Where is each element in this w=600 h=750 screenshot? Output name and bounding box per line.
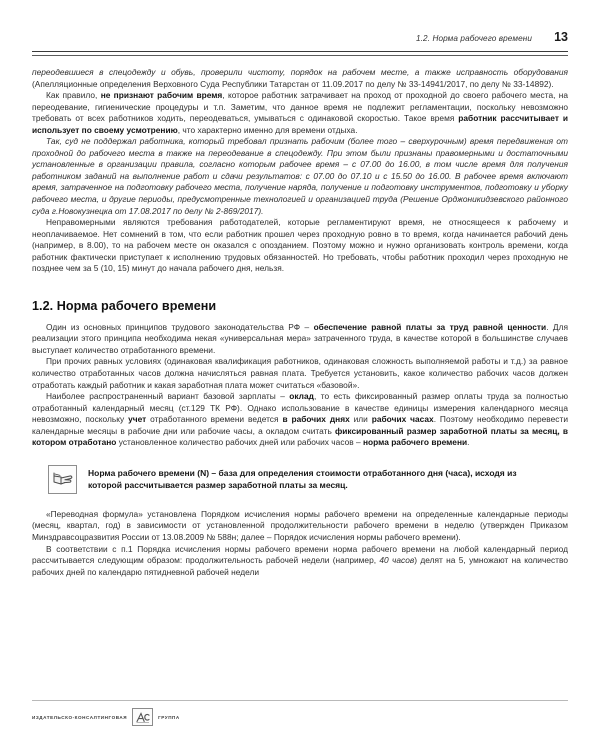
run-text: или bbox=[349, 414, 372, 425]
run-text: установленное количество рабочих дней или рабочих часов – bbox=[116, 437, 363, 448]
run-text: ) делят на 5, умножают на количество рабочих дней по календарю пятидневной рабочей недели bbox=[32, 555, 568, 577]
page-number: 13 bbox=[554, 30, 568, 44]
paragraph-unlawful-demands: Неправомерными являются требования работодателей, которые регламентируют время, не относящееся к рабочему и неоплачиваемое. Нет сомнений в том, что если работник прошел через проходную ровно в то время, когда начинается рабочий день (например, в 8.00), то на рабочем месте он оказался с опозданием. Поэтому можно и нужно организовать контроль времени, когда работник фактически приступает к исполнению трудовых обязанностей. Но требовать, чтобы работник проходил через проходную не позднее чем за 5 (10, 15) минут до начала рабочего дня, нельзя. bbox=[32, 217, 568, 274]
run-bold: не признают рабочим время bbox=[100, 90, 223, 101]
paragraph-conversion-formula: «Переводная формула» установлена Порядком исчисления нормы рабочего времени на определенные календарные периоды (месяц, квартал, год) в зависимости от установленной продолжительности рабочего времени в неделю (утвержден Приказом Минздравсоцразвития России от 13.08.2009 № 588н; далее – Порядок исчисления нормы рабочего времени). bbox=[32, 508, 568, 542]
run-text: , то есть фиксированный размер оплаты труда за полностью отработанный календарный месяц (ст.129 ТК РФ). Однако использование в качестве единицы измерения календарного месяца невозможно, поскольку bbox=[32, 391, 568, 425]
paragraph-italic-run: переодевшиеся в спецодежду и обувь, проверили чистоту, порядок на рабочем месте, а также исправность оборудования bbox=[32, 67, 568, 77]
run-italic: 40 часов bbox=[379, 555, 415, 566]
definition-text: Норма рабочего времени (N) – база для определения стоимости отработанного дня (часа), исходя из которой рассчитывается размер заработной платы за месяц. bbox=[88, 467, 517, 491]
run-text: Один из основных принципов трудового законодательства РФ – bbox=[46, 321, 314, 332]
paragraph-equal-conditions: При прочих равных условиях (одинаковая квалификация работников, одинаковая сложность выполняемой работы и т.д.) за равное количество отработанных часов должна начисляться равная плата. Требуется установить, какое количество рабочих часов должен отработать каждый работник и какая заработная плата может считаться «базовой». bbox=[32, 356, 568, 390]
body-content bbox=[32, 56, 568, 578]
run-text: . Для реализации этого принципа необходима некая «универсальная мера» затраченного труда, в качестве которой в большинстве случаев выступает количество отработанного времени. bbox=[32, 321, 568, 355]
publisher-brand bbox=[32, 708, 568, 726]
paragraph-court-case: Так, суд не поддержал работника, который требовал признать рабочим (более того – сверхурочным) время передвижения от проходной до рабочего места в также на переодевание в спецодежду. При этом были признаны правомерными и достаточными установленные в организации правила, согласно которым рабочее время – с 07.00 до 16.00, в том числе время для получения работником заданий на выполнение работ и сдачи результатов: с 07.00 до 07.10 и с 15.50 до 16.00. В рабочее время включают время, затраченное на подготовку рабочего места, получение наряда, получение и подготовку инструментов, подготовку и уборку рабочего места, и другие периоды, предусмотренные технологией и организацией труда (Решение Орджоникидзевского районного суда г.Новокузнецка от 17.08.2017 по делу № 2-869/2017). bbox=[32, 136, 568, 216]
footer-rule bbox=[32, 700, 568, 701]
run-text: . bbox=[467, 437, 470, 448]
paragraph-calculation-rule bbox=[32, 544, 568, 579]
definition-callout bbox=[32, 465, 568, 494]
run-text: отработанного времени ведется bbox=[146, 414, 283, 425]
run-bold: оклад bbox=[289, 391, 314, 402]
running-head-title: 1.2. Норма рабочего времени bbox=[416, 34, 532, 43]
run-text: , что характерно именно для времени отдыха. bbox=[177, 124, 358, 135]
run-text: . Поэтому необходимо перевести календарные месяцы в рабочие дни или рабочие часы, а окладом считать bbox=[32, 414, 568, 436]
run-bold: фиксированный размер заработной платы за месяц, в котором отработано bbox=[32, 425, 568, 448]
paragraph-citation-run: (Апелляционные определения Верховного Суда Республики Татарстан от 11.09.2017 по делу № 33-14941/2017, по делу № 33-14892). bbox=[32, 78, 554, 89]
brand-word-left: ИЗДАТЕЛЬСКО-КОНСАЛТИНГОВАЯ bbox=[32, 714, 128, 720]
running-head bbox=[32, 0, 568, 48]
paragraph-not-working-time bbox=[32, 90, 568, 136]
run-text: , которое работник затрачивает на проход от проходной до своего рабочего места, на переодевание, гигиенические процедуры и т.п. Заметим, что данное время не подлежит регламентации, поскольку невозможно требовать от всех работников ходить, переодеваться, умываться с одинаковой скоростью. Такое время bbox=[32, 90, 568, 124]
run-text: Как правило, bbox=[46, 90, 101, 101]
run-text: В соответствии с п.1 Порядка исчисления нормы рабочего времени норма рабочего времени на любой календарный период рассчитывается следующим образом: продолжительность рабочей недели (например, bbox=[32, 543, 568, 566]
paragraph-equal-pay bbox=[32, 322, 568, 357]
run-bold: в рабочих днях bbox=[282, 414, 350, 425]
brand-word-right: ГРУППА bbox=[158, 714, 180, 720]
page-footer bbox=[32, 700, 568, 726]
run-text: Наиболее распространенный вариант базовой зарплаты – bbox=[46, 391, 290, 402]
section-heading: 1.2. Норма рабочего времени bbox=[32, 298, 217, 313]
run-bold: обеспечение равной платы за труд равной ценности bbox=[313, 321, 547, 332]
run-bold: учет bbox=[128, 414, 147, 425]
run-bold: работник рассчитывает и использует по своему усмотрению bbox=[32, 113, 568, 135]
run-bold: рабочих часах bbox=[371, 414, 434, 425]
ac-logo-icon bbox=[132, 708, 153, 726]
paragraph-salary-definition bbox=[32, 391, 568, 449]
pointing-hand-icon bbox=[48, 465, 77, 494]
run-bold: норма рабочего времени bbox=[363, 437, 468, 448]
paragraph-continued bbox=[32, 67, 568, 90]
